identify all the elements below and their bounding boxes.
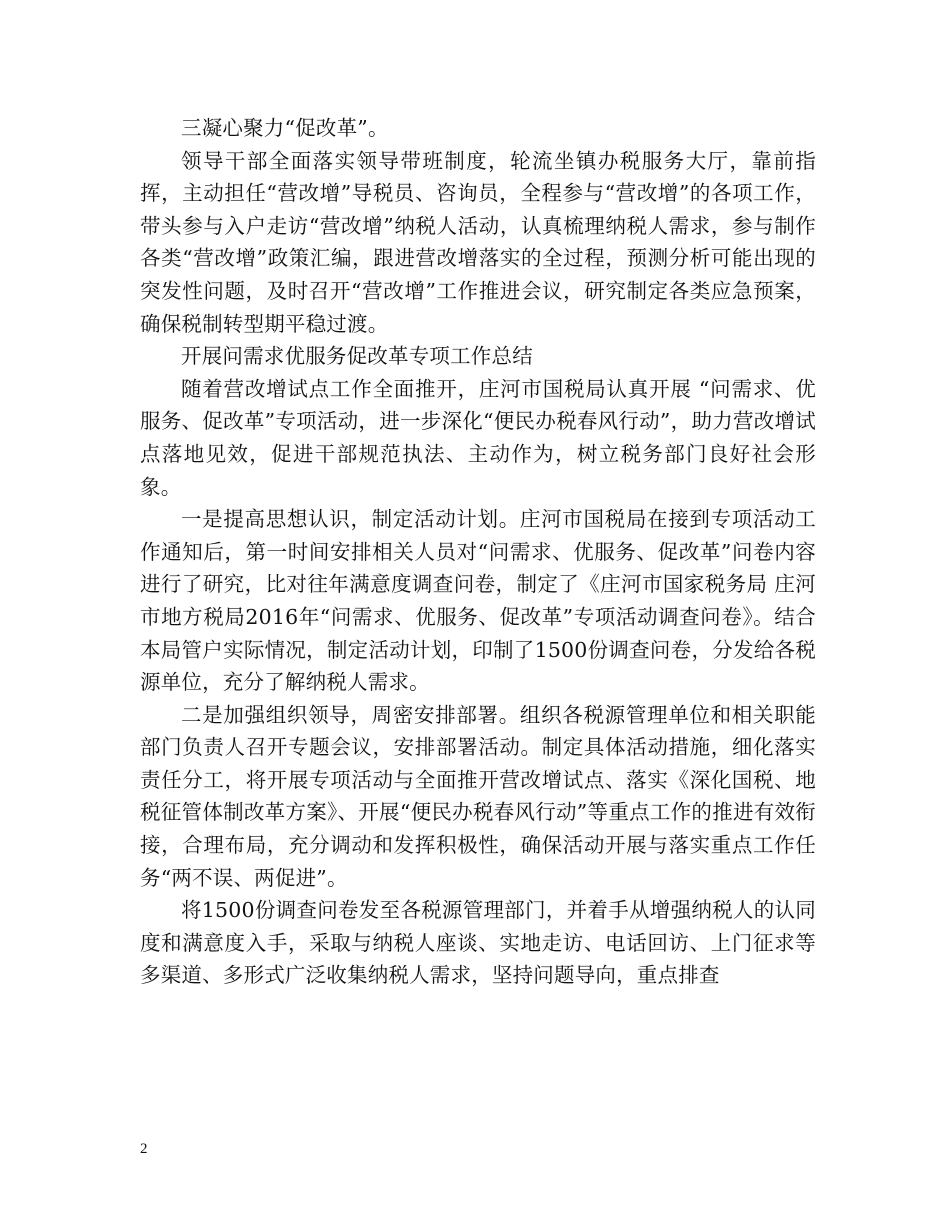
page-number: 2 <box>140 1141 148 1157</box>
document-title: 开展问需求优服务促改革专项工作总结 <box>181 344 533 369</box>
paragraph-intro: 随着营改增试点工作全面推开，庄河市国税局认真开展 “问需求、优服务、促改革”专项活动，进一步深化“便民办税春风行动”，助力营改增试点落地见效，促进干部规范执法、主动作为，树立税务部门良好社会形象。 <box>140 376 816 499</box>
paragraph-point-one: 一是提高思想认识，制定活动计划。庄河市国税局在接到专项活动工作通知后，第一时间安排相关人员对“问需求、优服务、促改革”问卷内容进行了研究，比对往年满意度调查问卷，制定了《庄河市国家税务局 庄河市地方税局2016年“问需求、优服务、促改革”专项活动调查问卷》。结合本局管户实际情况，制定活动计划，印制了1500份调查问卷，分发给各税源单位，充分了解纳税人需求。 <box>140 507 816 695</box>
paragraph-survey: 将1500份调查问卷发至各税源管理部门，并着手从增强纳税人的认同度和满意度入手，采取与纳税人座谈、实地走访、电话回访、上门征求等多渠道、多形式广泛收集纳税人需求，坚持问题导向，重点排查 <box>140 898 816 988</box>
document-body <box>140 112 816 992</box>
section-heading-reform: 三凝心聚力“促改革”。 <box>181 116 389 140</box>
paragraph-leadership: 领导干部全面落实领导带班制度，轮流坐镇办税服务大厅，靠前指挥，主动担任“营改增”导税员、咨询员，全程参与“营改增”的各项工作，带头参与入户走访“营改增”纳税人活动，认真梳理纳税人需求，参与制作各类“营改增”政策汇编，跟进营改增落实的全过程，预测分析可能出现的突发性问题，及时召开“营改增”工作推进会议，研究制定各类应急预案，确保税制转型期平稳过渡。 <box>140 148 816 336</box>
paragraph-point-two: 二是加强组织领导，周密安排部署。组织各税源管理单位和相关职能部门负责人召开专题会议，安排部署活动。制定具体活动措施，细化落实责任分工，将开展专项活动与全面推开营改增试点、落实《深化国税、地税征管体制改革方案》、开展“便民办税春风行动”等重点工作的推进有效衔接，合理布局，充分调动和发挥积极性，确保活动开展与落实重点工作任务“两不误、两促进”。 <box>140 702 816 890</box>
